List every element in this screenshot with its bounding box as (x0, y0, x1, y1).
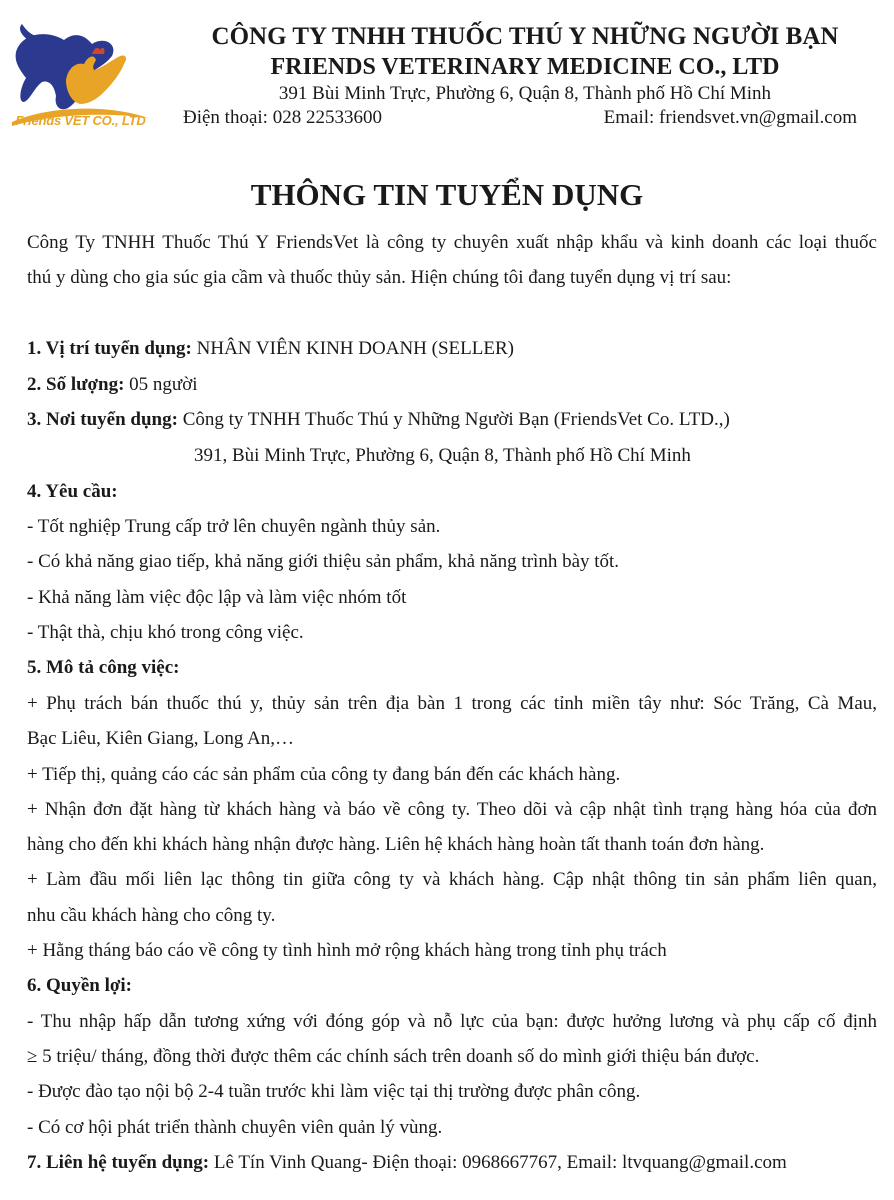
company-email: Email: friendsvet.vn@gmail.com (603, 107, 857, 128)
location-value: Công ty TNHH Thuốc Thú y Những Người Bạn (FriendsVet Co. LTD.,) (177, 409, 730, 430)
company-phone: Điện thoại: 028 22533600 (183, 107, 382, 128)
company-name-vn: CÔNG TY TNHH THUỐC THÚ Y NHỮNG NGƯỜI BẠN (211, 23, 839, 50)
benefits-line: - Thu nhập hấp dẫn tương xứng với đóng góp và nỗ lực của bạn: được hưởng lương và phụ cấp cố định (27, 1011, 877, 1032)
requirements-heading: 4. Yêu cầu: (27, 481, 118, 502)
description-heading: 5. Mô tả công việc: (27, 657, 180, 678)
location-label: 3. Nơi tuyển dụng: (27, 409, 178, 430)
location-line (27, 409, 730, 431)
description-line: nhu cầu khách hàng cho công ty. (27, 905, 276, 926)
contact-line (27, 1152, 787, 1174)
company-name-en: FRIENDS VETERINARY MEDICINE CO., LTD (270, 54, 780, 80)
requirement-item: - Tốt nghiệp Trung cấp trở lên chuyên ngành thủy sản. (27, 516, 441, 537)
position-line (27, 338, 514, 360)
requirement-item: - Có khả năng giao tiếp, khả năng giới thiệu sản phẩm, khả năng trình bày tốt. (27, 551, 620, 572)
requirement-item: - Thật thà, chịu khó trong công việc. (27, 622, 304, 643)
description-line: hàng cho đến khi khách hàng nhận được hàng. Liên hệ khách hàng hoàn tất thanh toán đơn hàng. (27, 834, 765, 855)
description-line: + Hằng tháng báo cáo về công ty tình hình mở rộng khách hàng trong tỉnh phụ trách (27, 940, 667, 961)
description-line: + Nhận đơn đặt hàng từ khách hàng và báo về công ty. Theo dõi và cập nhật tình trạng hàng hóa của đơn (27, 799, 877, 820)
quantity-label: 2. Số lượng: (27, 374, 125, 395)
page-title: THÔNG TIN TUYỂN DỤNG (250, 177, 644, 212)
quantity-line (27, 374, 198, 396)
position-value: NHÂN VIÊN KINH DOANH (SELLER) (191, 338, 514, 359)
quantity-value: 05 người (124, 374, 198, 395)
intro-line-1: Công Ty TNHH Thuốc Thú Y FriendsVet là công ty chuyên xuất nhập khẩu và kinh doanh các loại thuốc (27, 232, 877, 253)
benefits-heading: 6. Quyền lợi: (27, 975, 133, 996)
benefits-line: - Được đào tạo nội bộ 2-4 tuần trước khi làm việc tại thị trường được phân công. (27, 1081, 641, 1102)
description-line: + Làm đầu mối liên lạc thông tin giữa công ty và khách hàng. Cập nhật thông tin sản phẩm liên quan, (27, 869, 877, 890)
description-line: + Phụ trách bán thuốc thú y, thủy sản trên địa bàn 1 trong các tỉnh miền tây như: Sóc Trăng, Cà Mau, (27, 693, 877, 714)
logo-text: Friends VET CO., LTD (15, 113, 146, 128)
location-address: 391, Bùi Minh Trực, Phường 6, Quận 8, Thành phố Hồ Chí Minh (194, 445, 691, 466)
benefits-line: ≥ 5 triệu/ tháng, đồng thời được thêm các chính sách trên doanh số do mình giới thiệu bán được. (27, 1046, 760, 1067)
contact-label: 7. Liên hệ tuyển dụng: (27, 1152, 210, 1173)
position-label: 1. Vị trí tuyển dụng: (27, 338, 192, 359)
requirement-item: - Khả năng làm việc độc lập và làm việc nhóm tốt (27, 587, 407, 608)
benefits-line: - Có cơ hội phát triển thành chuyên viên quản lý vùng. (27, 1117, 443, 1138)
description-line: + Tiếp thị, quảng cáo các sản phẩm của công ty đang bán đến các khách hàng. (27, 764, 621, 785)
company-address: 391 Bùi Minh Trực, Phường 6, Quận 8, Thành phố Hồ Chí Minh (278, 83, 772, 104)
description-line: Bạc Liêu, Kiên Giang, Long An,… (27, 728, 295, 749)
intro-line-2: thú y dùng cho gia súc gia cầm và thuốc thủy sản. Hiện chúng tôi đang tuyển dụng vị trí sau: (27, 267, 732, 288)
contact-value: Lê Tín Vinh Quang- Điện thoại: 0968667767, Email: ltvquang@gmail.com (209, 1152, 787, 1173)
